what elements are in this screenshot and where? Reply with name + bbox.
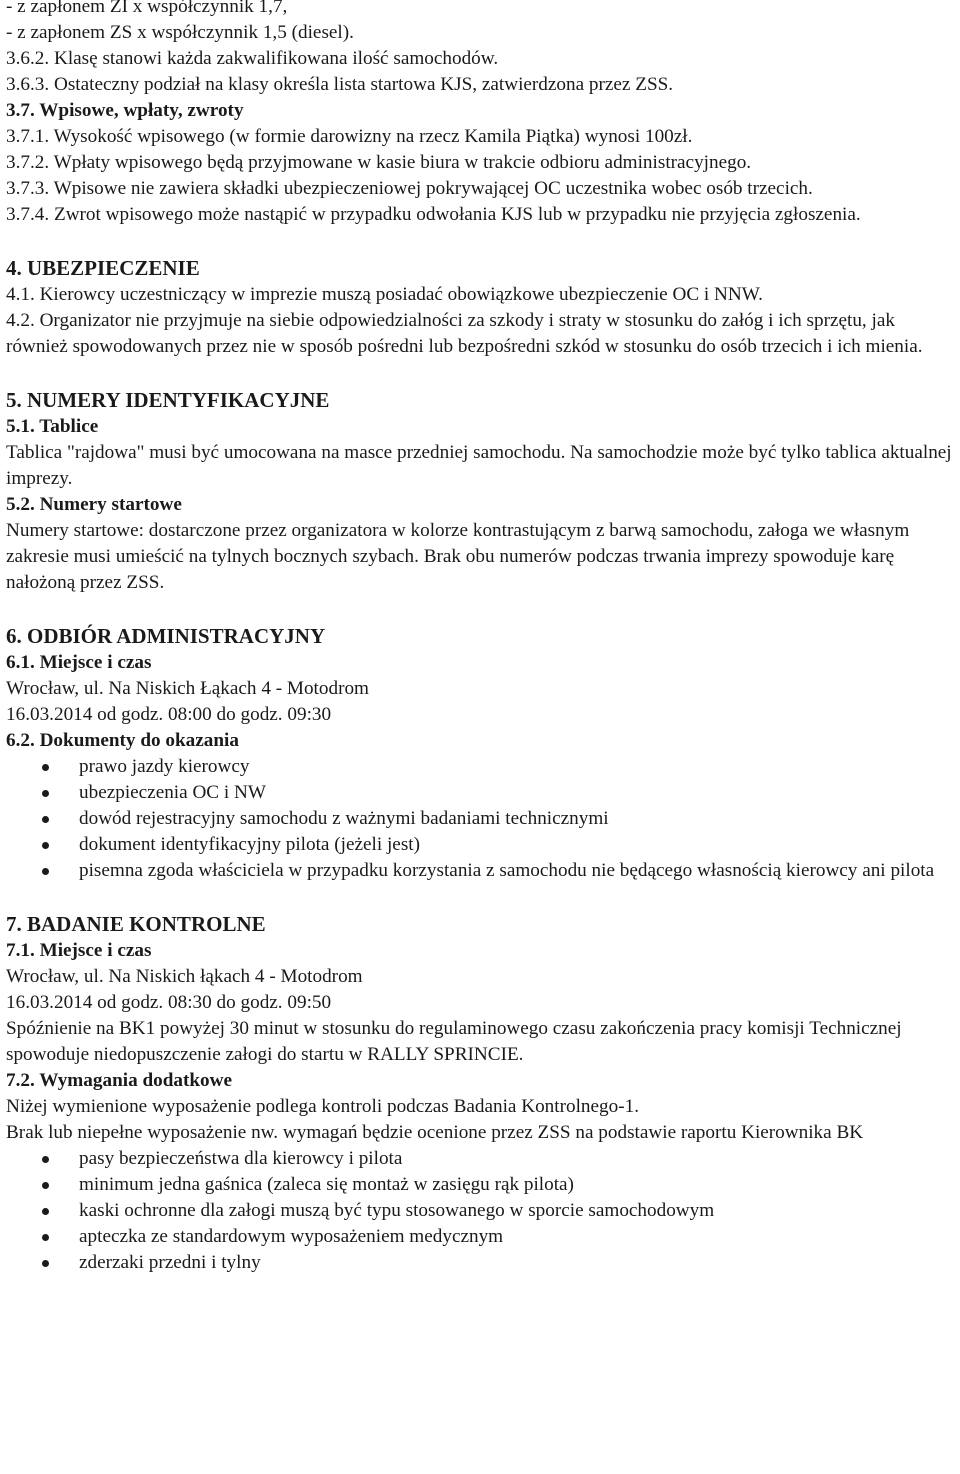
list-item: dowód rejestracyjny samochodu z ważnymi badaniami technicznymi [6,806,958,832]
list-item: zderzaki przedni i tylny [6,1250,958,1276]
text-line: Niżej wymienione wyposażenie podlega kontroli podczas Badania Kontrolnego-1. [6,1096,640,1117]
paragraph-3-7-2: 3.7.2. Wpłaty wpisowego będą przyjmowane w kasie biura w trakcie odbioru administracyjnego. [6,152,752,173]
subheading-5-2: 5.2. Numery startowe [6,494,182,515]
subheading-6-1: 6.1. Miejsce i czas [6,652,152,673]
paragraph-3-7-4: 3.7.4. Zwrot wpisowego może nastąpić w przypadku odwołania KJS lub w przypadku nie przyjęcia zgłoszenia. [6,204,861,225]
paragraph-4-1: 4.1. Kierowcy uczestniczący w imprezie muszą posiadać obowiązkowe ubezpieczenie OC i NNW. [6,284,763,305]
paragraph-7-2: Brak lub niepełne wyposażenie nw. wymagań będzie ocenione przez ZSS na podstawie raportu Kierownika BK [6,1122,864,1143]
section-heading-4: 4. UBEZPIECZENIE [6,256,200,280]
paragraph-4-2: 4.2. Organizator nie przyjmuje na siebie odpowiedzialności za szkody i straty w stosunku do załóg i ich sprzętu, jak również spowodowanych przez nie w sposób pośredni lub bezpośredni szkód w stosunku do osób trzecich i ich mienia. [6,310,923,357]
documents-list [6,754,958,884]
paragraph-7-1: Spóźnienie na BK1 powyżej 30 minut w stosunku do regulaminowego czasu zakończenia pracy komisji Technicznej spowoduje niedopuszczenie załogi do startu w RALLY SPRINCIE. [6,1018,902,1065]
subheading-7-1: 7.1. Miejsce i czas [6,940,152,961]
section-heading-7: 7. BADANIE KONTROLNE [6,912,266,936]
text-line: - z zapłonem ZS x współczynnik 1,5 (diesel). [6,22,354,43]
document-page [6,0,958,1276]
text-line: 3.6.3. Ostateczny podział na klasy określa lista startowa KJS, zatwierdzona przez ZSS. [6,74,674,95]
text-line: - z zapłonem ZI x współczynnik 1,7, [6,0,288,17]
list-item: kaski ochronne dla załogi muszą być typu stosowanego w sporcie samochodowym [6,1198,958,1224]
list-item: dokument identyfikacyjny pilota (jeżeli jest) [6,832,958,858]
section-heading-3-7: 3.7. Wpisowe, wpłaty, zwroty [6,100,244,121]
text-line: Wrocław, ul. Na Niskich łąkach 4 - Motodrom [6,966,363,987]
equipment-list [6,1146,958,1276]
text-line: Wrocław, ul. Na Niskich Łąkach 4 - Motodrom [6,678,369,699]
section-heading-6: 6. ODBIÓR ADMINISTRACYJNY [6,624,326,648]
subheading-7-2: 7.2. Wymagania dodatkowe [6,1070,233,1091]
list-item: apteczka ze standardowym wyposażeniem medycznym [6,1224,958,1250]
paragraph-3-7-1: 3.7.1. Wysokość wpisowego (w formie darowizny na rzecz Kamila Piątka) wynosi 100zł. [6,126,693,147]
subheading-5-1: 5.1. Tablice [6,416,99,437]
list-item: ubezpieczenia OC i NW [6,780,958,806]
subheading-6-2: 6.2. Dokumenty do okazania [6,730,239,751]
text-line: 3.6.2. Klasę stanowi każda zakwalifikowana ilość samochodów. [6,48,499,69]
paragraph-5-2: Numery startowe: dostarczone przez organizatora w kolorze kontrastującym z barwą samochodu, załoga we własnym zakresie musi umieścić na tylnych bocznych szybach. Brak obu numerów podczas trwania imprezy spowoduje karę nałożoną przez ZSS. [6,520,910,593]
list-item: prawo jazdy kierowcy [6,754,958,780]
text-line: 16.03.2014 od godz. 08:00 do godz. 09:30 [6,704,332,725]
paragraph-5-1: Tablica "rajdowa" musi być umocowana na masce przedniej samochodu. Na samochodzie może być tylko tablica aktualnej imprezy. [6,442,952,489]
paragraph-3-7-3: 3.7.3. Wpisowe nie zawiera składki ubezpieczeniowej pokrywającej OC uczestnika wobec osób trzecich. [6,178,813,199]
list-item: minimum jedna gaśnica (zaleca się montaż w zasięgu rąk pilota) [6,1172,958,1198]
list-item: pasy bezpieczeństwa dla kierowcy i pilota [6,1146,958,1172]
list-item: pisemna zgoda właściciela w przypadku korzystania z samochodu nie będącego własnością kierowcy ani pilota [6,858,958,884]
text-line: 16.03.2014 od godz. 08:30 do godz. 09:50 [6,992,332,1013]
section-heading-5: 5. NUMERY IDENTYFIKACYJNE [6,388,330,412]
